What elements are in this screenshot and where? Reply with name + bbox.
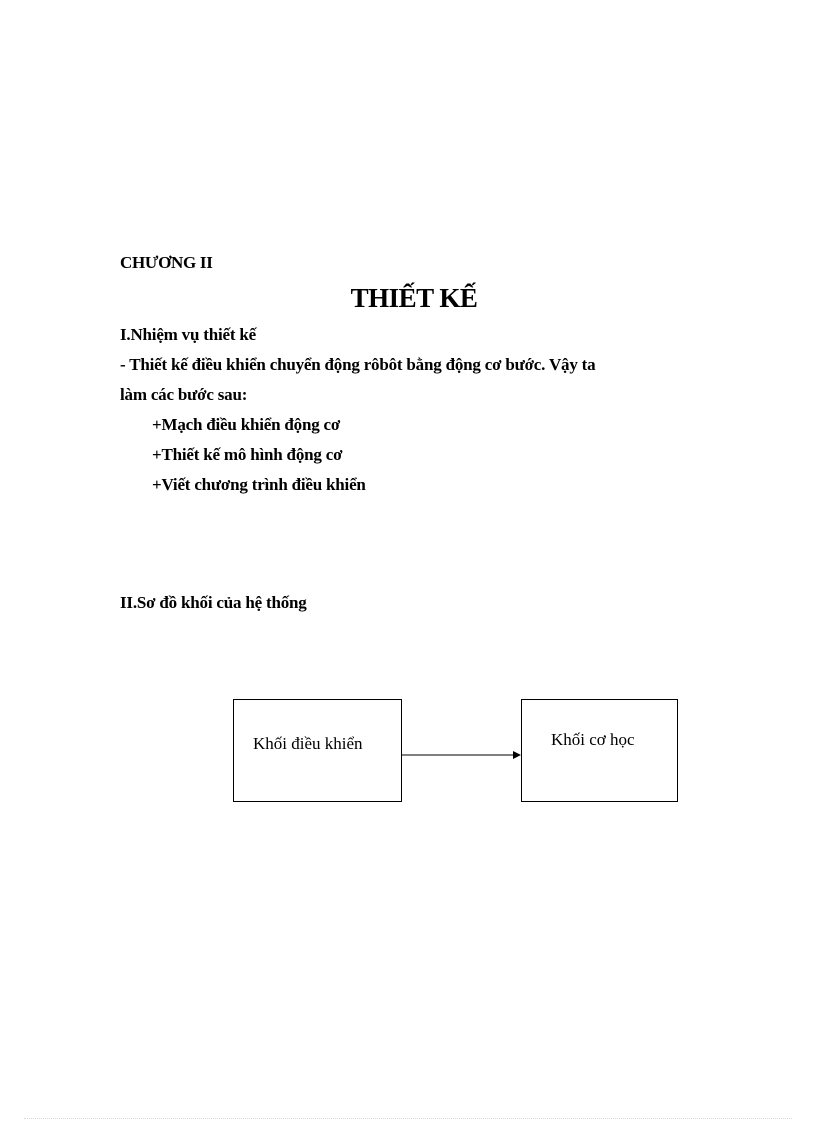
control-block-label: Khối điều khiển — [253, 734, 363, 753]
chapter-title: THIẾT KẾ — [350, 283, 478, 313]
section1-intro-line2: làm các bước sau: — [120, 385, 248, 404]
section1-heading: I.Nhiệm vụ thiết kế — [120, 325, 256, 344]
page-bottom-rule — [24, 1118, 792, 1119]
arrowhead-icon — [513, 751, 521, 759]
chapter-label: CHƯƠNG II — [120, 253, 213, 272]
step-item-1: +Mạch điều khiển động cơ — [152, 415, 341, 434]
mechanical-block-label: Khối cơ học — [551, 730, 635, 749]
step-item-2: +Thiết kế mô hình động cơ — [152, 445, 343, 464]
section2-heading: II.Sơ đồ khối của hệ thống — [120, 593, 307, 612]
section1-intro-line1: - Thiết kế điều khiển chuyển động rôbôt bằng động cơ bước. Vậy ta — [120, 355, 596, 374]
mechanical-block-box — [521, 699, 678, 802]
step-item-3: +Viết chương trình điều khiển — [152, 475, 366, 494]
